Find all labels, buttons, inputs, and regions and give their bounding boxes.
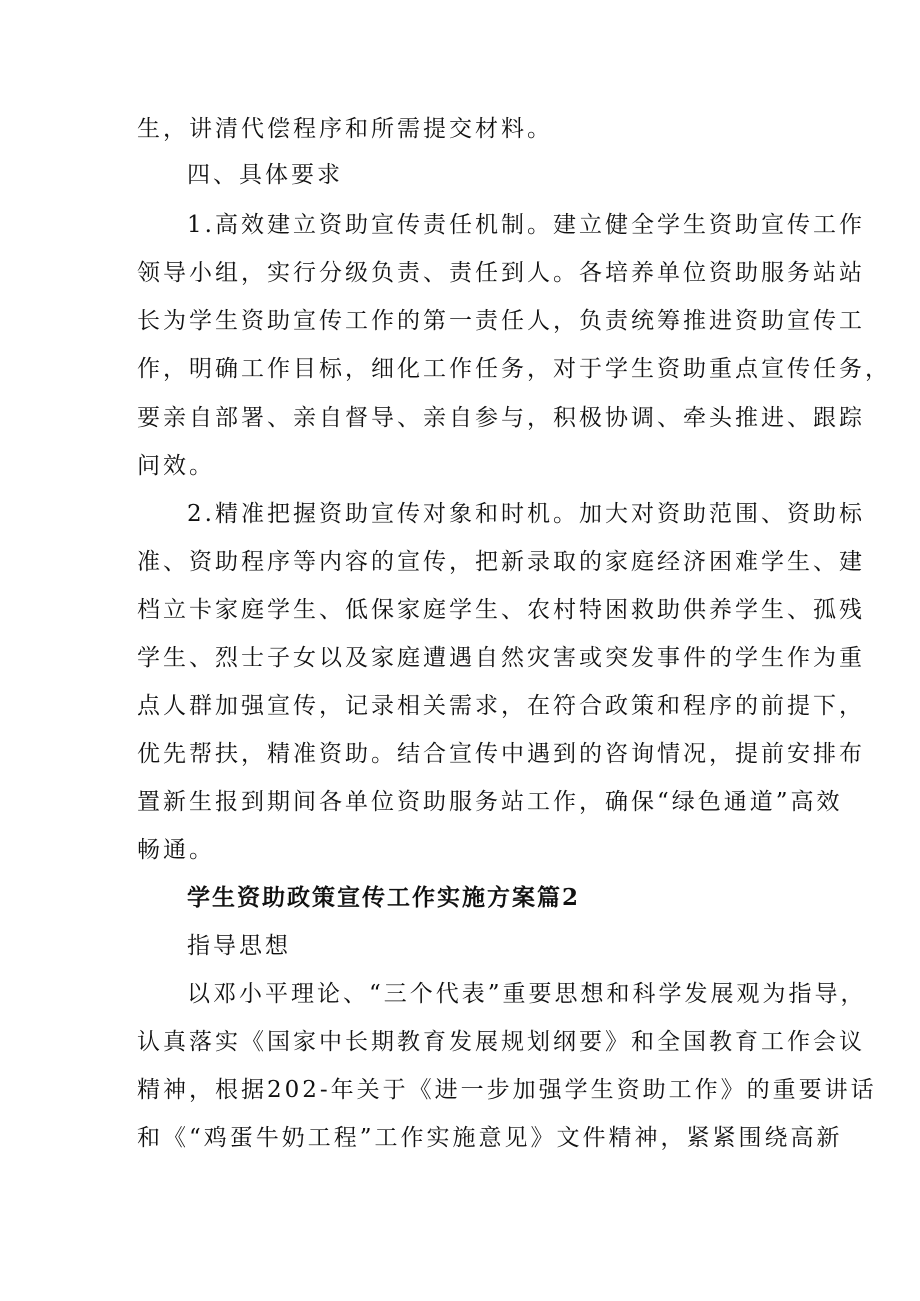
- guiding-line-3: 精神，根据202-年关于《进一步加强学生资助工作》的重要讲话: [137, 1077, 877, 1103]
- guiding-line-4: 和《“鸡蛋牛奶工程”工作实施意见》文件精神，紧紧围绕高新: [137, 1125, 843, 1151]
- item1-line-4: 作，明确工作目标，细化工作任务，对于学生资助重点宣传任务，: [137, 356, 891, 382]
- item2-line-1: 2.精准把握资助宣传对象和时机。加大对资助范围、资助标: [187, 501, 865, 527]
- item1-line-2: 领导小组，实行分级负责、责任到人。各培养单位资助服务站站: [137, 260, 865, 286]
- item1-line-5: 要亲自部署、亲自督导、亲自参与，积极协调、牵头推进、跟踪: [137, 405, 865, 431]
- chapter2-title: 学生资助政策宣传工作实施方案篇2: [187, 884, 581, 911]
- item2-line-4: 学生、烈士子女以及家庭遭遇自然灾害或突发事件的学生作为重: [137, 645, 865, 671]
- item2-line-6: 优先帮扶，精准资助。结合宣传中遇到的咨询情况，提前安排布: [137, 741, 865, 767]
- item2-line-8: 畅通。: [137, 837, 215, 863]
- item2-line-3: 档立卡家庭学生、低保家庭学生、农村特困救助供养学生、孤残: [137, 597, 865, 623]
- item2-line-7: 置新生报到期间各单位资助服务站工作，确保“绿色通道”高效: [137, 789, 843, 815]
- guiding-line-1: 以邓小平理论、“三个代表”重要思想和科学发展观为指导，: [187, 981, 867, 1007]
- item2-line-5: 点人群加强宣传，记录相关需求，在符合政策和程序的前提下，: [137, 693, 865, 719]
- intro-tail-line: 生，讲清代偿程序和所需提交材料。: [137, 116, 553, 142]
- item1-line-3: 长为学生资助宣传工作的第一责任人，负责统筹推进资助宣传工: [137, 308, 865, 334]
- item1-line-1: 1.高效建立资助宣传责任机制。建立健全学生资助宣传工作: [187, 212, 865, 238]
- item1-line-6: 问效。: [137, 453, 215, 479]
- guiding-heading: 指导思想: [187, 933, 291, 959]
- section-four-heading: 四、具体要求: [187, 162, 343, 188]
- item2-line-2: 准、资助程序等内容的宣传，把新录取的家庭经济困难学生、建: [137, 549, 865, 575]
- guiding-line-2: 认真落实《国家中长期教育发展规划纲要》和全国教育工作会议: [137, 1029, 865, 1055]
